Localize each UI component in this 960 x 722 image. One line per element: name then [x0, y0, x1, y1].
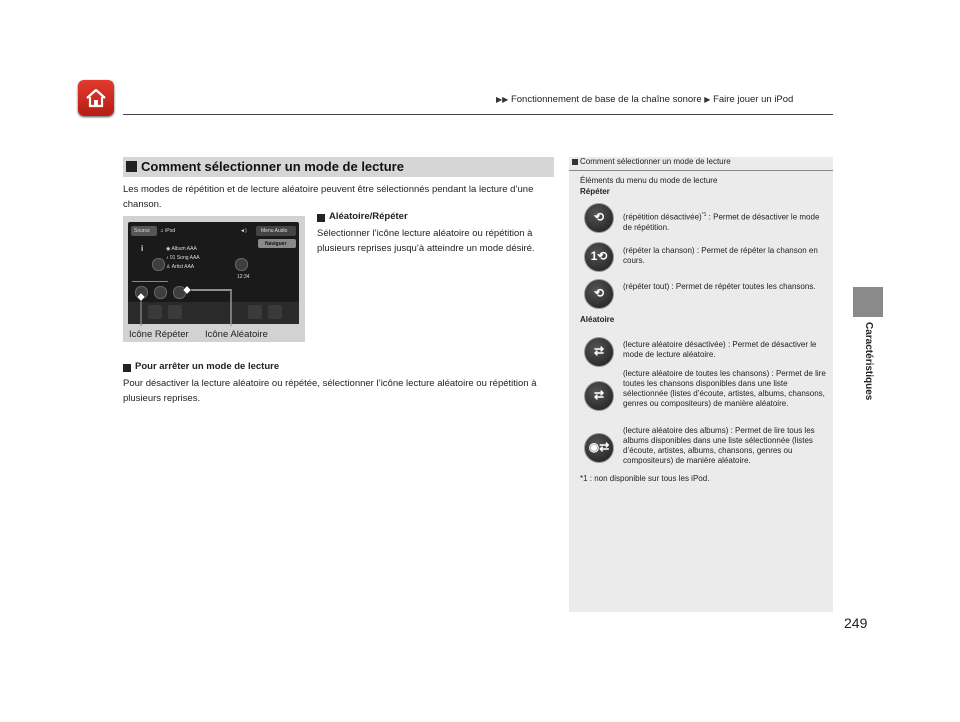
repeat-all-icon: ⟲: [584, 279, 614, 309]
source-label: Source: [134, 228, 150, 234]
breadcrumb-item-1[interactable]: Fonctionnement de base de la chaîne sonore: [510, 94, 702, 105]
menu-audio-label: Menu Audio: [261, 228, 288, 234]
footnote: *1 : non disponible sur tous les iPod.: [580, 474, 710, 483]
callout-repeat-label: Icône Répéter: [129, 329, 189, 340]
chapter-label: Caractéristiques: [863, 322, 874, 401]
ipod-label: ♫ iPod: [160, 228, 176, 234]
page-number: 249: [844, 615, 868, 631]
shuffle-heading: Aléatoire: [580, 315, 615, 324]
shuffle-albums-icon: ◉⇄: [584, 433, 614, 463]
info-icon: i: [141, 244, 144, 253]
header-rule: [123, 114, 833, 115]
repeat-all-desc: (répéter tout) : Permet de répéter toutes les chansons.: [623, 282, 816, 291]
repeat-off-desc: (répétition désactivée)$^{*1}$ : Permet de désactiver le mode de répétition.: [623, 212, 820, 232]
chapter-tab[interactable]: [853, 287, 883, 317]
shuffle-all-icon: ⇄: [584, 381, 614, 411]
repeat-heading: Répéter: [580, 187, 610, 196]
triangle-icon: ▶▶: [496, 95, 509, 104]
triangle-icon: ▶: [704, 95, 711, 104]
bullet-square-icon: [317, 214, 325, 222]
breadcrumb-item-2[interactable]: Faire jouer un iPod: [713, 94, 794, 105]
section-title: Comment sélectionner un mode de lecture: [141, 159, 404, 174]
subsection-title: Aléatoire/Répéter: [329, 211, 408, 222]
album-label: ◉ Album AAA: [166, 246, 197, 252]
time-label: 12:34: [237, 274, 250, 280]
callout-lines: [123, 216, 305, 342]
artist-label: ♙ Artist AAA: [166, 264, 195, 270]
section-intro: Les modes de répétition et de lecture aléatoire peuvent être sélectionnés pendant la lecture d’une chanson.: [123, 184, 534, 210]
notes-rule: [569, 170, 833, 171]
home-icon[interactable]: [78, 80, 114, 116]
shuffle-all-desc: (lecture aléatoire de toutes les chansons) : Permet de lire toutes les chansons disponibles dans une liste sélectionnée (listes d’écoute, artistes, albums, chansons, genres ou compositeurs) de manière aléatoire.: [623, 369, 826, 408]
breadcrumb: [496, 94, 793, 105]
audio-screen-illustration: [123, 216, 305, 342]
repeat-one-desc: (répéter la chanson) : Permet de répéter la chanson en cours.: [623, 246, 818, 265]
bullet-square-icon: [572, 159, 578, 165]
song-label: ♪ 01 Song AAA: [166, 255, 200, 261]
subsection-title: Pour arrêter un mode de lecture: [135, 361, 280, 372]
shuffle-off-desc: (lecture aléatoire désactivée) : Permet de désactiver le mode de lecture aléatoire.: [623, 340, 817, 359]
volume-icon: ◄): [240, 228, 247, 234]
repeat-one-icon: 1⟲: [584, 242, 614, 272]
bullet-square-icon: [126, 161, 137, 172]
subsection-text: Pour désactiver la lecture aléatoire ou répétée, sélectionner l’icône lecture aléatoire ou répétition à plusieurs reprises.: [123, 378, 537, 404]
notes-heading: Comment sélectionner un mode de lecture: [580, 157, 731, 166]
notes-intro: Éléments du menu du mode de lecture: [580, 176, 718, 185]
bullet-square-icon: [123, 364, 131, 372]
shuffle-albums-desc: (lecture aléatoire des albums) : Permet de lire tous les albums disponibles dans une liste sélectionnée (listes d’écoute, artistes, albums, chansons, genres ou compositeurs) de manière aléatoire.: [623, 426, 815, 465]
subsection-text: Sélectionner l’icône lecture aléatoire ou répétition à plusieurs reprises jusqu’à atteindre un mode désiré.: [317, 228, 535, 254]
shuffle-off-icon: ⇄: [584, 337, 614, 367]
callout-shuffle-label: Icône Aléatoire: [205, 329, 268, 340]
section-header: [123, 157, 554, 177]
repeat-off-icon: ⟲: [584, 203, 614, 233]
naviguer-label: Naviguer: [265, 241, 287, 247]
